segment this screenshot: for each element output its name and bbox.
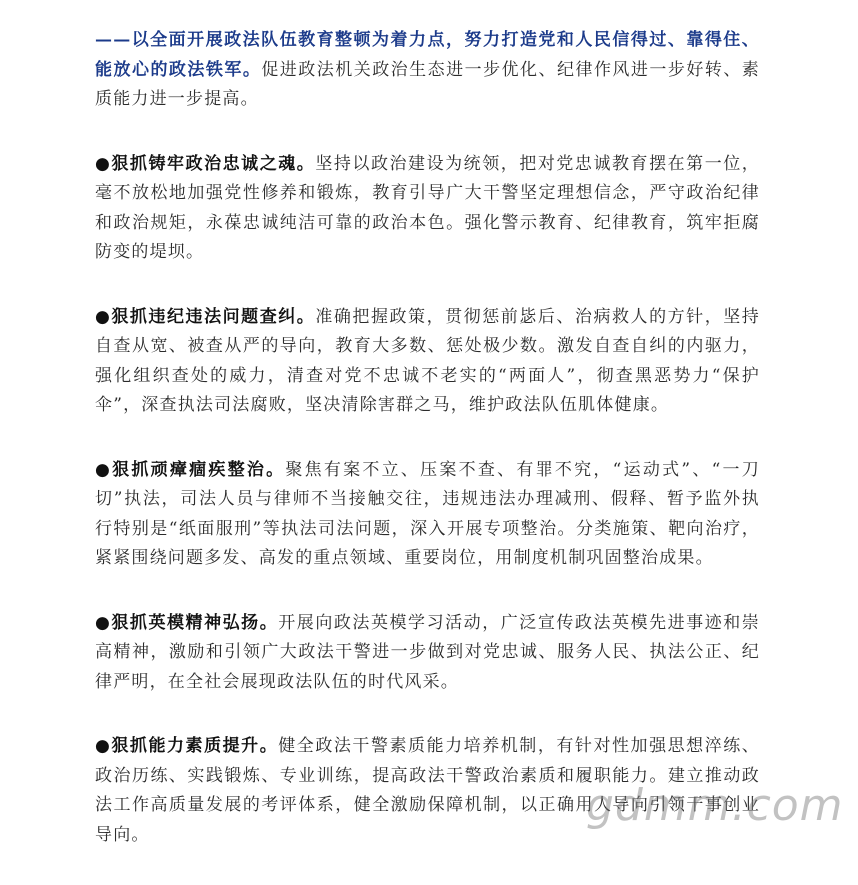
bullet-icon: ● <box>95 612 112 633</box>
point-body: 准确把握政策，贯彻惩前毖后、治病救人的方针，坚持自查从宽、被查从严的导向，教育大多数、惩处极少数。激发自查自纠的内驱力，强化组织查处的威力，清查对党不忠诚不老实的“两面人”，彻查黑恶势力“保护伞”，深查执法司法腐败，坚决清除害群之马，维护政法队伍肌体健康。 <box>95 306 760 415</box>
bullet-icon: ● <box>95 736 112 756</box>
point-body: 开展向政法英模学习活动，广泛宣传政法英模先进事迹和崇高精神，激励和引领广大政法干警进一步做到对党忠诚、服务人民、执法公正、纪律严明，在全社会展现政法队伍的时代风采。 <box>95 612 760 692</box>
intro-lead: ——以全面开展政法队伍教育整顿为着力点，努力打造党和人民信得过、靠得住、能放心的政法铁军。 <box>95 30 760 80</box>
point-body: 健全政法干警素质能力培养机制，有针对性加强思想淬练、政治历练、实践锻炼、专业训练，提高政法干警政治素质和履职能力。建立推动政法工作高质量发展的考评体系，健全激励保障机制，以正确用人导向引领干事创业导向。 <box>95 736 760 845</box>
intro-paragraph <box>95 26 760 115</box>
article-body <box>95 26 760 885</box>
point-heading: 狠抓违纪违法问题查纠。 <box>111 306 316 327</box>
point-body: 聚焦有案不立、压案不查、有罪不究，“运动式”、“一刀切”执法，司法人员与律师不当接触交往，违规违法办理减刑、假释、暂予监外执行特别是“纸面服刑”等执法司法问题，深入开展专项整治。分类施策、靶向治疗，紧紧围绕问题多发、高发的重点领域、重要岗位，用制度机制巩固整治成果。 <box>95 459 760 568</box>
point-heading: 狠抓能力素质提升。 <box>111 736 279 756</box>
bullet-icon: ● <box>95 153 112 174</box>
bullet-icon: ● <box>95 459 113 480</box>
point-paragraph-2 <box>95 303 760 421</box>
point-paragraph-4 <box>95 609 760 698</box>
site-watermark: gdmm.com <box>586 780 844 831</box>
point-paragraph-3 <box>95 456 760 574</box>
point-heading: 狠抓英模精神弘扬。 <box>111 612 279 633</box>
bullet-icon: ● <box>95 306 112 327</box>
point-paragraph-1 <box>95 150 760 268</box>
point-heading: 狠抓铸牢政治忠诚之魂。 <box>111 153 316 174</box>
point-body: 坚持以政治建设为统领，把对党忠诚教育摆在第一位，毫不放松地加强党性修养和锻炼，教育引导广大干警坚定理想信念，严守政治纪律和政治规矩，永葆忠诚纯洁可靠的政治本色。强化警示教育、纪律教育，筑牢拒腐防变的堤坝。 <box>95 153 760 262</box>
point-heading: 狠抓顽瘴痼疾整治。 <box>112 459 286 480</box>
intro-body: 促进政法机关政治生态进一步优化、纪律作风进一步好转、素质能力进一步提高。 <box>95 59 760 109</box>
